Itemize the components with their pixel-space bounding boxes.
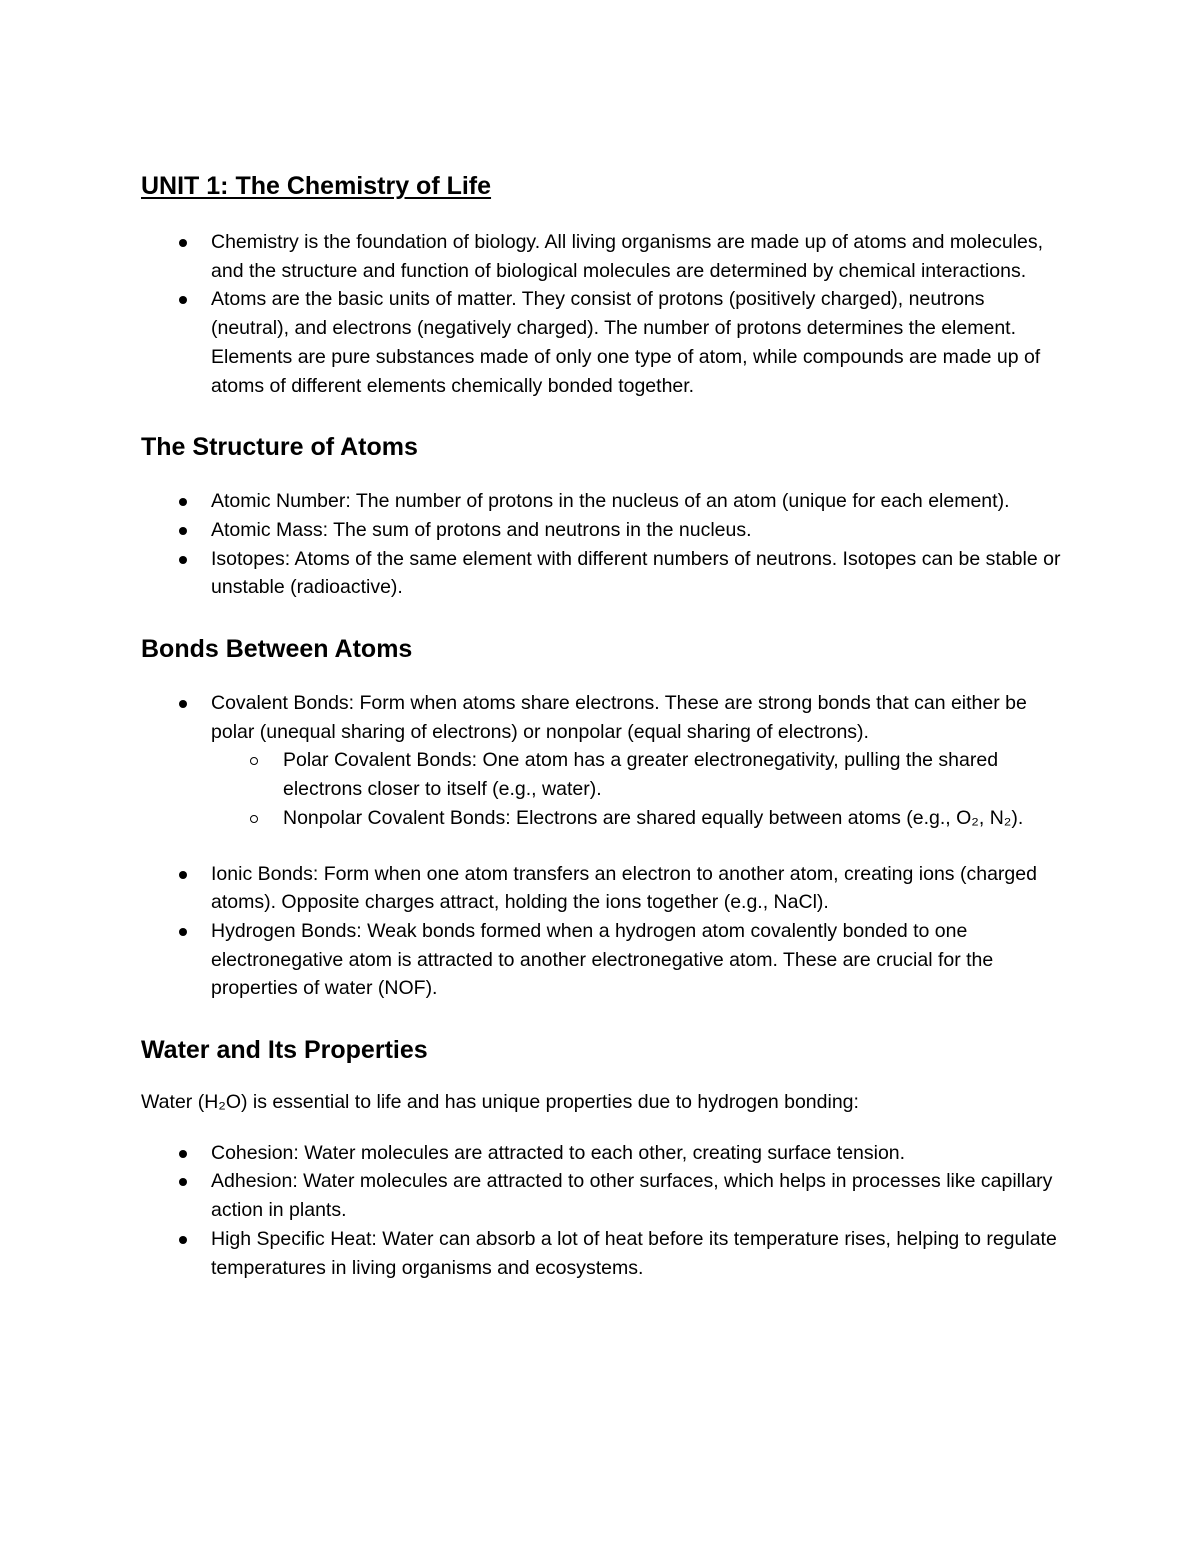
- list-item: Isotopes: Atoms of the same element with different numbers of neutrons. Isotopes can be stable or unstable (radioactive).: [211, 545, 1061, 602]
- bullet-icon: [179, 527, 187, 535]
- list-item: Hydrogen Bonds: Weak bonds formed when a hydrogen atom covalently bonded to one electronegative atom is attracted to another electronegative atom. These are crucial for the properties of water (NOF).: [211, 917, 1061, 1003]
- list-item: Chemistry is the foundation of biology. All living organisms are made up of atoms and molecules, and the structure and function of biological molecules are determined by chemical interactions.: [211, 228, 1061, 285]
- bullet-icon: [179, 296, 187, 304]
- section-heading-bonds: Bonds Between Atoms: [141, 635, 413, 664]
- bullet-icon: [179, 928, 187, 936]
- sub-list-item: Nonpolar Covalent Bonds: Electrons are shared equally between atoms (e.g., O₂, N₂).: [283, 804, 1061, 833]
- bullet-icon: [179, 556, 187, 564]
- bullet-continuation: Elements are pure substances made of only one type of atom, while compounds are made up of atoms of different elements chemically bonded together.: [211, 345, 1041, 397]
- bullet-icon: [179, 871, 187, 879]
- bullet-icon: [179, 239, 187, 247]
- page-title: UNIT 1: The Chemistry of Life: [141, 172, 492, 200]
- bullet-icon: [179, 700, 187, 708]
- structure-list: [141, 487, 1061, 602]
- list-item: Atomic Mass: The sum of protons and neutrons in the nucleus.: [211, 516, 1061, 545]
- intro-list: [141, 228, 1061, 400]
- list-item: Ionic Bonds: Form when one atom transfers an electron to another atom, creating ions (charged atoms). Opposite charges attract, holding the ions together (e.g., NaCl).: [211, 860, 1061, 917]
- hollow-bullet-icon: [250, 815, 258, 823]
- covalent-sub-list: [211, 746, 1061, 832]
- list-item: Cohesion: Water molecules are attracted to each other, creating surface tension.: [211, 1139, 1061, 1168]
- list-item: Atoms are the basic units of matter. They consist of protons (positively charged), neutrons (neutral), and electrons (negatively charged). The number of protons determines the element. Elements are pure substances made of only one type of atom, while compounds are made up of atoms of different elements chemically bonded together.: [211, 285, 1061, 400]
- list-item: High Specific Heat: Water can absorb a lot of heat before its temperature rises, helping to regulate temperatures in living organisms and ecosystems.: [211, 1225, 1061, 1282]
- section-heading-structure: The Structure of Atoms: [141, 433, 418, 462]
- water-list: [141, 1139, 1061, 1283]
- bonds-list-continued: [141, 860, 1061, 1004]
- bullet-icon: [179, 498, 187, 506]
- document-content: [141, 168, 1061, 1282]
- list-item: Atomic Number: The number of protons in the nucleus of an atom (unique for each element).: [211, 487, 1061, 516]
- hollow-bullet-icon: [250, 757, 258, 765]
- bonds-list: [141, 689, 1061, 833]
- bullet-icon: [179, 1178, 187, 1186]
- section-heading-water: Water and Its Properties: [141, 1036, 428, 1065]
- bullet-icon: [179, 1150, 187, 1158]
- list-item: Adhesion: Water molecules are attracted to other surfaces, which helps in processes like capillary action in plants.: [211, 1167, 1061, 1224]
- list-item: Covalent Bonds: Form when atoms share electrons. These are strong bonds that can either be polar (unequal sharing of electrons) or nonpolar (equal sharing of electrons). Polar Covalent Bonds: One atom has a greater electronegativity, pulling the shared electrons closer to itself (e.g., water). Nonpolar Covalent Bonds: Electrons are shared equally between atoms (e.g., O₂, N₂).: [211, 689, 1061, 833]
- bullet-icon: [179, 1236, 187, 1244]
- sub-list-item: Polar Covalent Bonds: One atom has a greater electronegativity, pulling the shared electrons closer to itself (e.g., water).: [283, 746, 1061, 803]
- water-intro: Water (H₂O) is essential to life and has unique properties due to hydrogen bonding:: [141, 1091, 859, 1114]
